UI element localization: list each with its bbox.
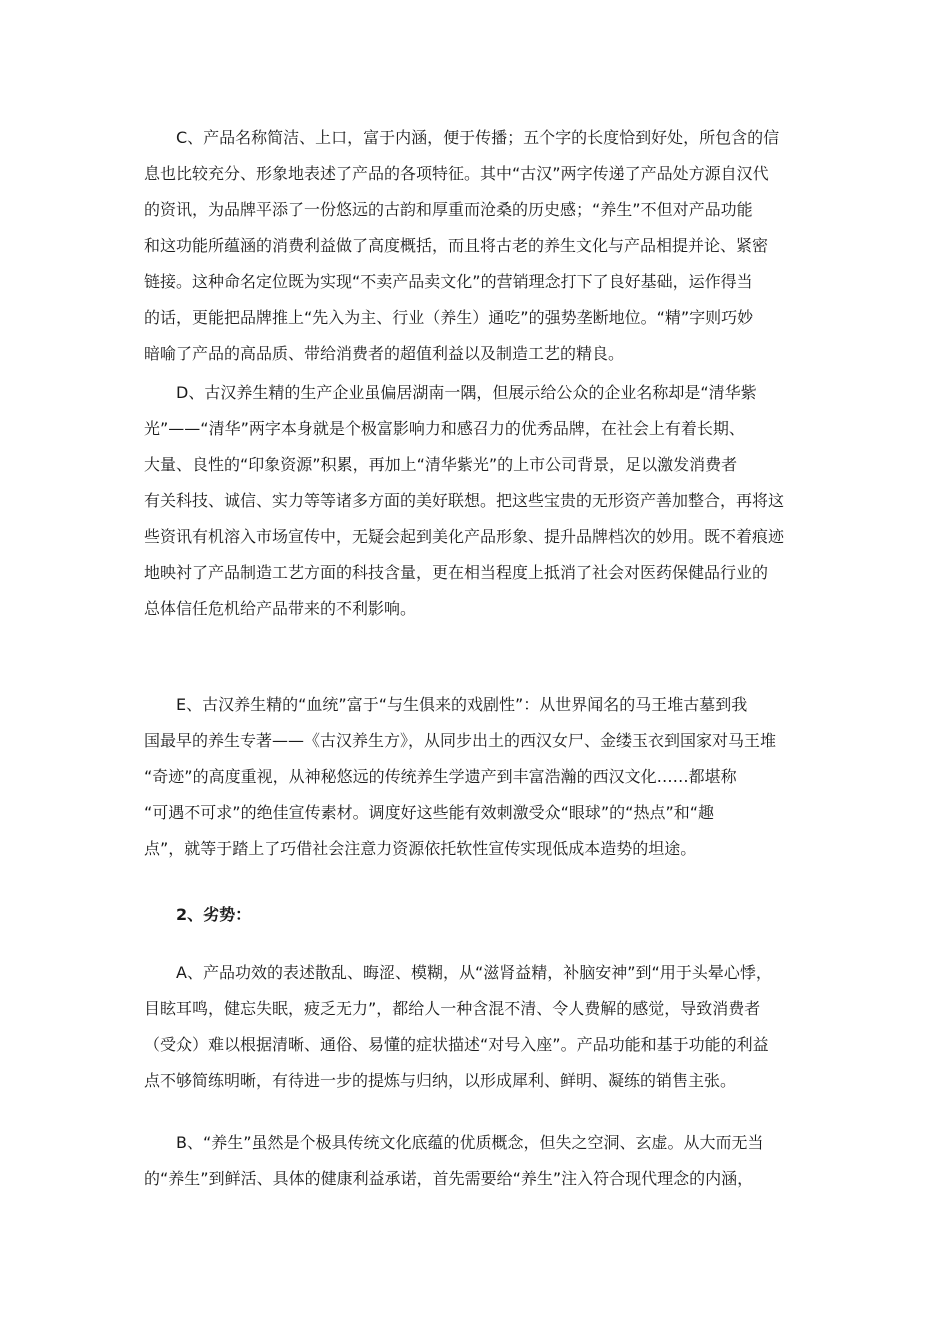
paragraph-line: “可遇不可求”的绝佳宣传素材。调度好这些能有效刺激受众“眼球”的“热点”和“趣 (144, 803, 715, 822)
paragraph-line: D、古汉养生精的生产企业虽偏居湖南一隅，但展示给公众的企业名称却是“清华紫 (176, 383, 757, 402)
paragraph-line: E、古汉养生精的“血统”富于“与生俱来的戏剧性”：从世界闻名的马王堆古墓到我 (176, 695, 748, 714)
paragraph-b (144, 1125, 812, 1197)
paragraph-line: B、“养生”虽然是个极具传统文化底蕴的优质概念，但失之空洞、玄虚。从大而无当 (176, 1133, 764, 1152)
paragraph-d (144, 375, 812, 627)
paragraph-e (144, 687, 812, 867)
paragraph-line: 总体信任危机给产品带来的不利影响。 (144, 599, 417, 618)
paragraph-line: 光”——“清华”两字本身就是个极富影响力和感召力的优秀品牌，在社会上有着长期、 (144, 419, 745, 438)
paragraph-line: 的话，更能把品牌推上“先入为主、行业（养生）通吃”的强势垄断地位。“精”字则巧妙 (144, 308, 754, 327)
section-heading: 2、劣势： (176, 905, 252, 924)
paragraph-line: 的“养生”到鲜活、具体的健康利益承诺，首先需要给“养生”注入符合现代理念的内涵， (144, 1169, 754, 1188)
paragraph-line: A、产品功效的表述散乱、晦涩、模糊，从“滋肾益精，补脑安神”到“用于头晕心悸， (176, 963, 772, 982)
paragraph-line: 些资讯有机溶入市场宣传中，无疑会起到美化产品形象、提升品牌档次的妙用。既不着痕迹 (144, 527, 785, 546)
paragraph-line: 有关科技、诚信、实力等等诸多方面的美好联想。把这些宝贵的无形资产善加整合，再将这 (144, 491, 785, 510)
paragraph-line: 息也比较充分、形象地表述了产品的各项特征。其中“古汉”两字传递了产品处方源自汉代 (144, 164, 769, 183)
section-heading-disadvantages (144, 897, 812, 933)
paragraph-line: 大量、良性的“印象资源”积累，再加上“清华紫光”的上市公司背景，足以激发消费者 (144, 455, 738, 474)
paragraph-line: “奇迹”的高度重视，从神秘悠远的传统养生学遗产到丰富浩瀚的西汉文化……都堪称 (144, 767, 737, 786)
paragraph-line: 国最早的养生专著——《古汉养生方》，从同步出土的西汉女尸、金缕玉衣到国家对马王堆 (144, 731, 777, 750)
paragraph-line: 的资讯，为品牌平添了一份悠远的古韵和厚重而沧桑的历史感；“养生”不但对产品功能 (144, 200, 753, 219)
paragraph-line: （受众）难以根据清晰、通俗、易懂的症状描述“对号入座”。产品功能和基于功能的利益 (144, 1035, 769, 1054)
paragraph-line: 和这功能所蕴涵的消费利益做了高度概括，而且将古老的养生文化与产品相提并论、紧密 (144, 236, 769, 255)
paragraph-line: 链接。这种命名定位既为实现“不卖产品卖文化”的营销理念打下了良好基础，运作得当 (144, 272, 753, 291)
paragraph-line: 地映衬了产品制造工艺方面的科技含量，更在相当程度上抵消了社会对医药保健品行业的 (144, 563, 769, 582)
paragraph-a (144, 955, 812, 1099)
paragraph-line: 目眩耳鸣，健忘失眠，疲乏无力”，都给人一种含混不清、令人费解的感觉，导致消费者 (144, 999, 761, 1018)
paragraph-c (144, 120, 812, 372)
paragraph-line: C、产品名称简洁、上口，富于内涵，便于传播；五个字的长度恰到好处，所包含的信 (176, 128, 780, 147)
paragraph-line: 暗喻了产品的高品质、带给消费者的超值利益以及制造工艺的精良。 (144, 344, 625, 363)
paragraph-line: 点”，就等于踏上了巧借社会注意力资源依托软性宣传实现低成本造势的坦途。 (144, 839, 697, 858)
paragraph-line: 点不够简练明晰，有待进一步的提炼与归纳，以形成犀利、鲜明、凝练的销售主张。 (144, 1071, 737, 1090)
